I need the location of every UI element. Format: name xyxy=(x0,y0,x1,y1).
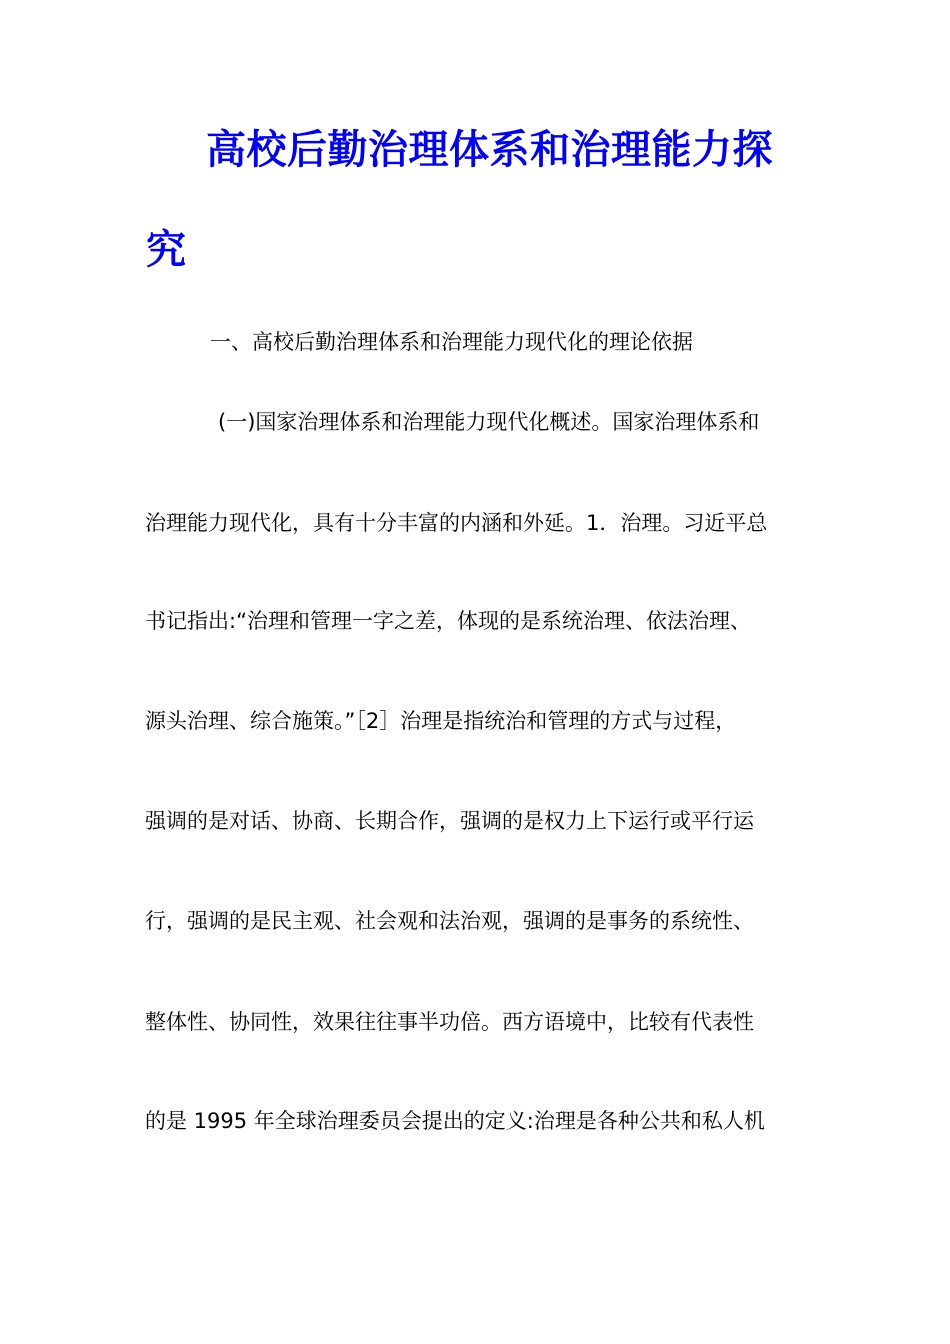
paragraph-line: 源头治理、综合施策。”［2］治理是指统治和管理的方式与过程， xyxy=(145,709,737,733)
paragraph-line: 治理能力现代化，具有十分丰富的内涵和外延。1．治理。习近平总 xyxy=(145,511,768,535)
paragraph-line: 的是 1995 年全球治理委员会提出的定义:治理是各种公共和私人机 xyxy=(145,1109,765,1133)
paragraph-line: 书记指出:“治理和管理一字之差，体现的是系统治理、依法治理、 xyxy=(145,609,751,633)
section-heading: 一、高校后勤治理体系和治理能力现代化的理论依据 xyxy=(210,330,693,354)
paragraph-line: 整体性、协同性，效果往往事半功倍。西方语境中，比较有代表性 xyxy=(145,1010,754,1034)
document-title-line-2: 究 xyxy=(146,226,186,273)
paragraph-line: 强调的是对话、协商、长期合作，强调的是权力上下运行或平行运 xyxy=(145,809,754,833)
paragraph-line: 行，强调的是民主观、社会观和法治观，强调的是事务的系统性、 xyxy=(145,909,754,933)
paragraph-line: (一)国家治理体系和治理能力现代化概述。国家治理体系和 xyxy=(218,410,760,434)
document-title-line-1: 高校后勤治理体系和治理能力探 xyxy=(206,126,773,173)
